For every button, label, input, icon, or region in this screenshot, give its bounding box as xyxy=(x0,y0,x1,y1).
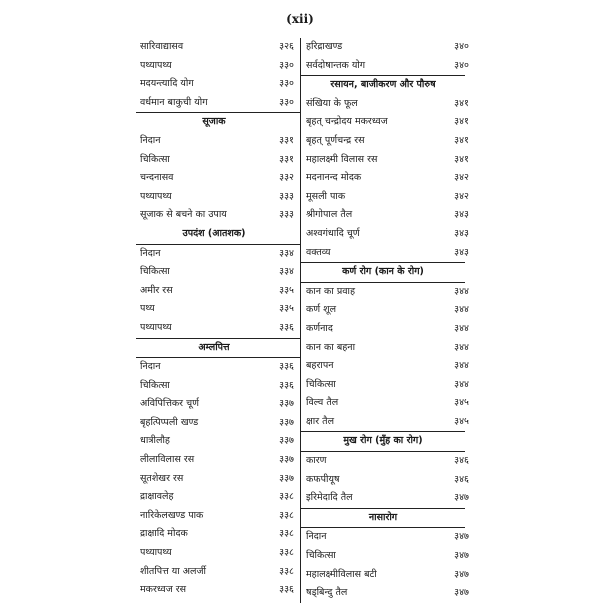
entry-page-number: ३४१ xyxy=(454,97,469,109)
section-heading xyxy=(136,225,300,245)
heading-text: रसायन, बाजीकरण और पौरुष xyxy=(330,79,436,91)
entry-page-number: ३३१ xyxy=(279,153,294,165)
entry-title: हरिद्राखण्ड xyxy=(306,41,343,52)
entry-title: कर्णनाद xyxy=(306,322,333,334)
section-heading xyxy=(301,76,465,95)
entry-title: वक्तव्य xyxy=(306,246,331,258)
entry-page-number: ३३५ xyxy=(279,284,294,296)
index-entry xyxy=(136,245,300,264)
entry-page-number: ३३५ xyxy=(279,303,294,315)
entry-page-number: ३३७ xyxy=(279,435,294,447)
heading-text: सूजाक xyxy=(202,116,226,128)
entry-title: निदान xyxy=(140,134,161,146)
index-entry xyxy=(136,451,300,470)
entry-page-number: ३३१ xyxy=(279,134,294,146)
entry-title: पथ्यापथ्य xyxy=(140,321,172,333)
index-entry xyxy=(136,377,300,396)
entry-page-number: ३३३ xyxy=(279,209,294,221)
entry-page-number: ३४६ xyxy=(454,455,469,467)
entry-page-number: ३२६ xyxy=(279,41,294,52)
index-entry xyxy=(136,132,300,151)
index-entry xyxy=(136,263,300,282)
index-entry xyxy=(301,394,469,413)
entry-title: वर्धमान बाकुची योग xyxy=(140,96,208,108)
index-entry xyxy=(301,357,469,376)
index-entry xyxy=(301,57,469,77)
entry-title: सूतशेखर रस xyxy=(140,472,184,484)
entry-title: अश्वगंधादि चूर्ण xyxy=(306,227,360,239)
entry-page-number: ३४५ xyxy=(454,415,469,427)
index-entry xyxy=(301,188,469,207)
entry-title: इरिमेदादि तैल xyxy=(306,492,353,504)
entry-page-number: ३४७ xyxy=(454,568,469,580)
entry-title: मदनानन्द मोदक xyxy=(306,172,362,184)
entry-title: चन्दनासव xyxy=(140,172,174,184)
entry-title: कफपीयूष xyxy=(306,473,340,485)
entry-title: मदयन्त्यादि योग xyxy=(140,78,194,90)
entry-page-number: ३३६ xyxy=(279,321,294,333)
entry-title: षड्बिन्दु तैल xyxy=(306,587,348,599)
index-entry xyxy=(301,320,469,339)
entry-title: कर्ण शूल xyxy=(306,304,337,316)
entry-title: कान का बहना xyxy=(306,341,356,353)
index-entry xyxy=(136,358,300,377)
entry-title: क्षार तैल xyxy=(306,415,335,427)
entry-title: चिकित्सा xyxy=(140,379,170,391)
index-entry xyxy=(136,544,300,563)
entry-page-number: ३३३ xyxy=(279,190,294,202)
entry-title: संखिया के फूल xyxy=(306,97,358,109)
index-entry xyxy=(301,471,469,490)
entry-title: चिकित्सा xyxy=(140,266,170,278)
entry-page-number: ३४५ xyxy=(454,397,469,409)
entry-title: शीतपित्त या अलर्जी xyxy=(140,565,206,577)
index-entry xyxy=(301,151,469,170)
entry-page-number: ३३० xyxy=(279,78,294,90)
entry-title: पथ्यापथ्य xyxy=(140,59,172,71)
index-entry xyxy=(301,206,469,225)
entry-title: निदान xyxy=(140,361,161,373)
index-entry xyxy=(301,547,469,566)
index-entry xyxy=(136,414,300,433)
entry-page-number: ३४६ xyxy=(454,473,469,485)
index-entry xyxy=(136,169,300,188)
entry-title: मकरध्वज रस xyxy=(140,584,187,596)
page-number: (xii) xyxy=(286,12,314,26)
entry-page-number: ३४७ xyxy=(454,531,469,543)
entry-page-number: ३४४ xyxy=(454,285,469,297)
index-entry xyxy=(136,206,300,225)
index-entry xyxy=(301,584,469,603)
entry-title: चिकित्सा xyxy=(306,550,336,562)
entry-title: महालक्ष्मी विलास रस xyxy=(306,153,378,165)
index-entry xyxy=(301,413,469,433)
entry-page-number: ३४२ xyxy=(454,190,469,202)
entry-title: नारिकेलखण्ड पाक xyxy=(140,509,204,521)
entry-page-number: ३४० xyxy=(454,59,469,71)
index-entry xyxy=(136,319,300,339)
index-entry xyxy=(136,94,300,114)
heading-text: कर्ण रोग (कान के रोग) xyxy=(342,266,424,278)
index-entry xyxy=(136,395,300,414)
entry-title: श्रीगोपाल तैल xyxy=(306,209,353,221)
entry-title: महालक्ष्मीविलास बटी xyxy=(306,568,377,580)
entry-page-number: ३३० xyxy=(279,59,294,71)
entry-page-number: ३४४ xyxy=(454,322,469,334)
index-entry xyxy=(301,95,469,114)
entry-page-number: ३४७ xyxy=(454,492,469,504)
entry-page-number: ३३७ xyxy=(279,472,294,484)
entry-page-number: ३३४ xyxy=(279,247,294,259)
index-entry xyxy=(136,38,300,57)
entry-title: मूसली पाक xyxy=(306,190,346,202)
entry-page-number: ३४४ xyxy=(454,304,469,316)
entry-page-number: ३३८ xyxy=(279,491,294,503)
entry-title: विल्व तैल xyxy=(306,397,339,409)
index-entry xyxy=(301,132,469,151)
entry-page-number: ३४१ xyxy=(454,116,469,128)
index-entry xyxy=(301,38,469,57)
heading-text: अम्लपित्त xyxy=(198,341,230,353)
entry-page-number: ३३६ xyxy=(279,361,294,373)
entry-title: पथ्य xyxy=(140,303,155,315)
entry-page-number: ३४१ xyxy=(454,153,469,165)
entry-page-number: ३४० xyxy=(454,41,469,52)
index-entry xyxy=(301,169,469,188)
entry-title: लीलाविलास रस xyxy=(140,454,195,466)
entry-page-number: ३४४ xyxy=(454,341,469,353)
index-entry xyxy=(301,339,469,358)
entry-page-number: ३४७ xyxy=(454,587,469,599)
entry-title: बहरापन xyxy=(306,360,334,372)
entry-title: अविपित्तिकर चूर्ण xyxy=(140,398,199,410)
section-heading xyxy=(301,263,465,283)
index-entry xyxy=(136,432,300,451)
entry-page-number: ३३० xyxy=(279,96,294,108)
index-entry xyxy=(301,113,469,132)
entry-page-number: ३३८ xyxy=(279,509,294,521)
entry-page-number: ३४४ xyxy=(454,360,469,372)
entry-title: निदान xyxy=(140,247,161,259)
index-entry xyxy=(136,188,300,207)
entry-page-number: ३३७ xyxy=(279,416,294,428)
index-entry xyxy=(136,507,300,526)
section-heading xyxy=(136,113,300,132)
right-column xyxy=(300,38,469,603)
entry-title: कान का प्रवाह xyxy=(306,285,356,297)
index-entry xyxy=(136,282,300,301)
entry-page-number: ३४७ xyxy=(454,550,469,562)
index-entry xyxy=(301,452,469,471)
entry-title: द्राक्षावलेह xyxy=(140,491,174,503)
entry-page-number: ३३८ xyxy=(279,565,294,577)
index-entry xyxy=(136,488,300,507)
index-entry xyxy=(301,244,469,264)
entry-page-number: ३३८ xyxy=(279,547,294,559)
index-entry xyxy=(136,75,300,94)
entry-page-number: ३४३ xyxy=(454,209,469,221)
entry-title: द्राक्षादि मोदक xyxy=(140,528,188,540)
index-entry xyxy=(301,489,469,509)
entry-page-number: ३३७ xyxy=(279,398,294,410)
entry-page-number: ३३६ xyxy=(279,379,294,391)
entry-page-number: ३३२ xyxy=(279,172,294,184)
section-heading xyxy=(301,509,465,529)
index-entry xyxy=(301,566,469,585)
index-entry xyxy=(301,283,469,302)
entry-page-number: ३३७ xyxy=(279,454,294,466)
entry-title: कारण xyxy=(306,455,327,467)
index-entry xyxy=(136,300,300,319)
entry-title: धात्रीलौह xyxy=(140,435,170,447)
index-entry xyxy=(136,581,300,600)
entry-title: अमीर रस xyxy=(140,284,173,296)
entry-title: सारिवाद्यासव xyxy=(140,41,184,52)
entry-page-number: ३४२ xyxy=(454,172,469,184)
section-heading xyxy=(301,432,465,452)
entry-page-number: ३३६ xyxy=(279,584,294,596)
index-entry xyxy=(301,225,469,244)
entry-title: निदान xyxy=(306,531,327,543)
section-heading xyxy=(136,339,300,359)
index-entry xyxy=(301,376,469,395)
entry-page-number: ३४३ xyxy=(454,246,469,258)
entry-page-number: ३३८ xyxy=(279,528,294,540)
entry-page-number: ३४३ xyxy=(454,227,469,239)
entry-title: बृहत् चन्द्रोदय मकरध्वज xyxy=(306,116,388,128)
index-entry xyxy=(136,57,300,76)
index-entry xyxy=(136,151,300,170)
entry-page-number: ३३४ xyxy=(279,266,294,278)
left-column xyxy=(136,38,300,600)
heading-text: नासारोग xyxy=(368,511,398,523)
index-entry xyxy=(301,528,469,547)
entry-title: सर्वदोषान्तक योग xyxy=(306,59,366,71)
entry-page-number: ३४१ xyxy=(454,134,469,146)
index-entry xyxy=(301,301,469,320)
index-entry xyxy=(136,563,300,582)
entry-title: चिकित्सा xyxy=(306,378,336,390)
entry-title: चिकित्सा xyxy=(140,153,170,165)
entry-page-number: ३४४ xyxy=(454,378,469,390)
entry-title: पथ्यापथ्य xyxy=(140,190,172,202)
index-entry xyxy=(136,525,300,544)
index-entry xyxy=(136,470,300,489)
entry-title: बृहत् पूर्णचन्द्र रस xyxy=(306,134,365,146)
entry-title: पथ्यापथ्य xyxy=(140,547,172,559)
entry-title: सूजाक से बचने का उपाय xyxy=(140,209,227,221)
entry-title: बृहत्पिप्पली खण्ड xyxy=(140,416,199,428)
heading-text: मुख रोग (मुँह का रोग) xyxy=(343,435,423,447)
heading-text: उपदंश (आतशक) xyxy=(182,227,246,239)
